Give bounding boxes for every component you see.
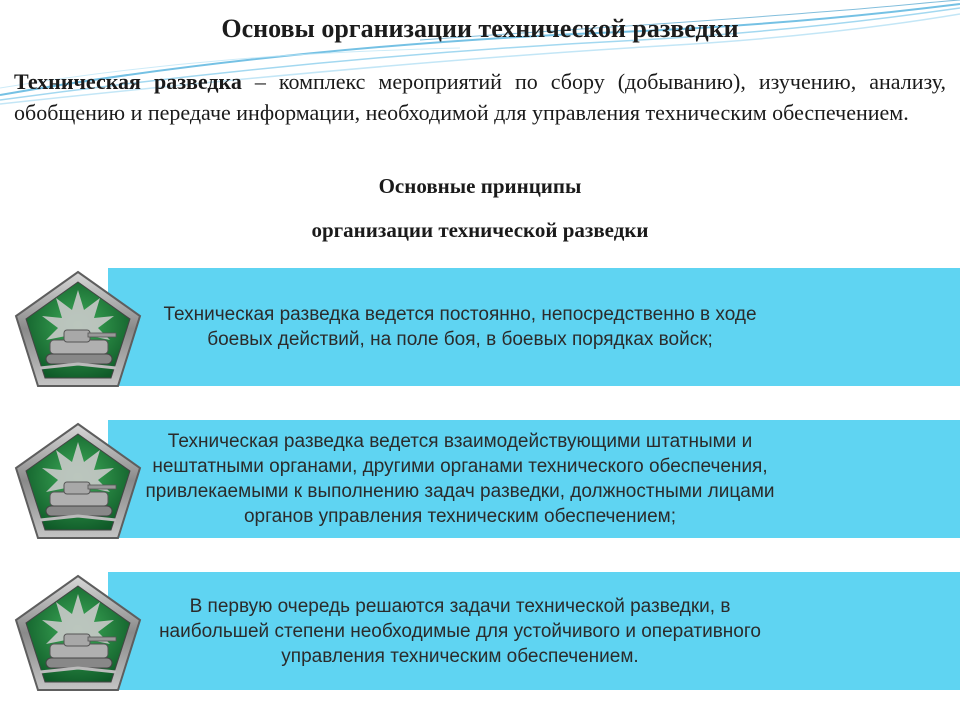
principle-item (0, 268, 960, 388)
principle-item (0, 420, 960, 540)
principle-text: В первую очередь решаются задачи технической разведки, в наибольшей степени необходимые для устойчивого и оперативного управления техническим обеспечением. (159, 595, 761, 667)
tank-emblem-icon (10, 572, 146, 696)
principle-text: Техническая разведка ведется взаимодействующими штатными и нештатными органами, другими органами технического обеспечения, привлекаемыми к выполнению задач разведки, должностными лицами органов управления техническим обеспечением; (145, 431, 775, 527)
definition-term: Техническая разведка (14, 69, 242, 94)
definition-paragraph (14, 66, 946, 128)
slide-title: Основы организации технической разведки (221, 14, 739, 43)
principle-text: Техническая разведка ведется постоянно, непосредственно в ходе боевых действий, на поле боя, в боевых порядках войск; (163, 304, 757, 350)
principles-heading-line2: организации технической разведки (311, 218, 649, 242)
tank-emblem-icon (10, 268, 146, 392)
tank-emblem-icon (10, 420, 146, 544)
principle-item (0, 572, 960, 692)
principles-heading-line1: Основные принципы (378, 174, 582, 198)
definition-text: – комплекс мероприятий по сбору (добыванию), изучению, анализу, обобщению и передаче информации, необходимой для управления техническим обеспечением. (14, 69, 946, 125)
